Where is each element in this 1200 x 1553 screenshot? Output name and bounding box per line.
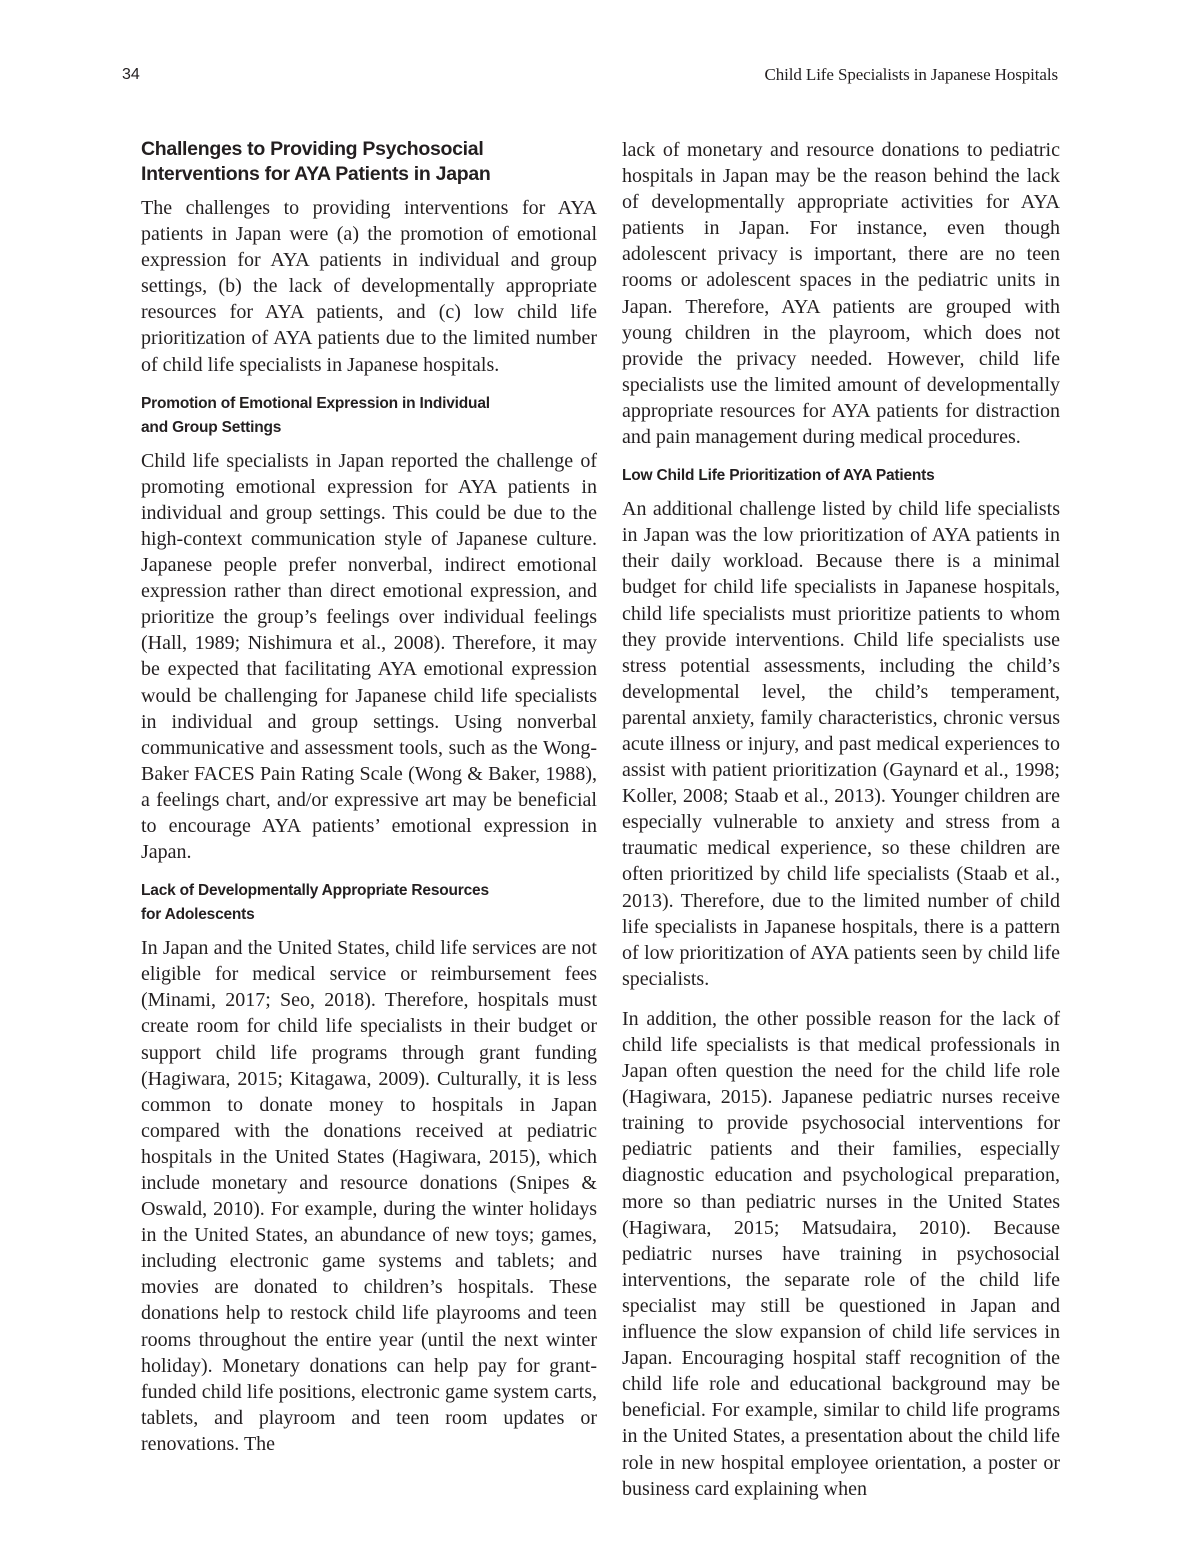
right-column — [622, 137, 1060, 1502]
developmental-resources-paragraph: In Japan and the United States, child life services are not eligible for medical service or reimbursement fees (Minami, 2017; Seo, 2018). Therefore, hospitals must create room for child life specialists in their budget or support child life programs through grant funding (Hagiwara, 2015; Kitagawa, 2009). Culturally, it is less common to donate money to hospitals in Japan compared with the donations received at pediatric hospitals in the United States (Hagiwara, 2015), which include monetary and resource donations (Snipes & Oswald, 2010). For example, during the winter holidays in the United States, an abundance of new toys; games, including electronic game systems and tablets; and movies are donated to children’s hospitals. These donations help to restock child life playrooms and teen rooms throughout the entire year (until the next winter holiday). Monetary donations can help pay for grant-funded child life positions, electronic game system carts, tablets, and playroom and teen room updates or renovations. The — [141, 937, 597, 1455]
emotional-expression-paragraph: Child life specialists in Japan reported the challenge of promoting emotional expression for AYA patients in individual and group settings. This could be due to the high-context communication style of Japanese culture. Japanese people prefer nonverbal, indirect emotional expression rather than direct emotional expression, and prioritize the group’s feelings over individual feelings (Hall, 1989; Nishimura et al., 2008). Therefore, it may be expected that facilitating AYA emotional expression would be challenging for Japanese child life specialists in individual and group settings. Using nonverbal communicative and assessment tools, such as the Wong-Baker FACES Pain Rating Scale (Wong & Baker, 1988), a feelings chart, and/or expressive art may be beneficial to encourage AYA patients’ emotional expression in Japan. — [141, 449, 597, 864]
additional-reason-paragraph: In addition, the other possible reason for the lack of child life specialists is that medical professionals in Japan often question the need for the child life role (Hagiwara, 2015). Japanese pediatric nurses receive training to provide psychosocial interventions for pediatric patients and their families, especially diagnostic education and psychological preparation, more so than pediatric nurses in the United States (Hagiwara, 2015; Matsudaira, 2010). Because pediatric nurses have training in psychosocial interventions, the separate role of the child life specialist may still be questioned in Japan and influence the slow expansion of child life services in Japan. Encouraging hospital staff recognition of the child life role and educational background may be beneficial. For example, similar to child life programs in the United States, a presentation about the child life role in new hospital employee orientation, a poster or business card explaining when — [622, 1007, 1060, 1500]
intro-paragraph: The challenges to providing interventions for AYA patients in Japan were (a) the promotion of emotional expression for AYA patients in individual and group settings, (b) the lack of developmentally appropriate resources for AYA patients, and (c) low child life prioritization of AYA patients due to the limited number of child life specialists in Japanese hospitals. — [141, 197, 597, 376]
left-column — [141, 137, 597, 1457]
section-heading: Challenges to Providing Psychosocial Interventions for AYA Patients in Japan — [141, 138, 491, 185]
subheading-developmental-resources: Lack of Developmentally Appropriate Resources for Adolescents — [141, 882, 489, 924]
low-prioritization-paragraph: An additional challenge listed by child life specialists in Japan was the low prioritization of AYA patients in their daily workload. Because there is a minimal budget for child life specialists in Japanese hospitals, child life specialists must prioritize patients to whom they provide interventions. Child life specialists use stress potential assessments, including the child’s developmental level, the child’s temperament, parental anxiety, family characteristics, chronic versus acute illness or injury, and past medical experiences to assist with patient prioritization (Gaynard et al., 1998; Koller, 2008; Staab et al., 2013). Younger children are especially vulnerable to anxiety and stress from a traumatic medical experience, so these children are often prioritized by child life specialists (Staab et al., 2013). Therefore, due to the limited number of child life specialists in Japanese hospitals, there is a pattern of low prioritization of AYA patients seen by child life specialists. — [622, 498, 1060, 990]
subheading-emotional-expression: Promotion of Emotional Expression in Individual and Group Settings — [141, 394, 490, 436]
page-number: 34 — [122, 66, 140, 83]
running-title: Child Life Specialists in Japanese Hospitals — [764, 65, 1058, 84]
subheading-low-prioritization: Low Child Life Prioritization of AYA Patients — [622, 467, 935, 485]
continued-paragraph: lack of monetary and resource donations to pediatric hospitals in Japan may be the reason behind the lack of developmentally appropriate activities for AYA patients in Japan. For instance, even though adolescent privacy is important, there are no teen rooms or adolescent spaces in the pediatric units in Japan. Therefore, AYA patients are grouped with young children in the playroom, which does not provide the privacy needed. However, child life specialists use the limited amount of developmentally appropriate resources for AYA patients for distraction and pain management during medical procedures. — [622, 139, 1060, 449]
